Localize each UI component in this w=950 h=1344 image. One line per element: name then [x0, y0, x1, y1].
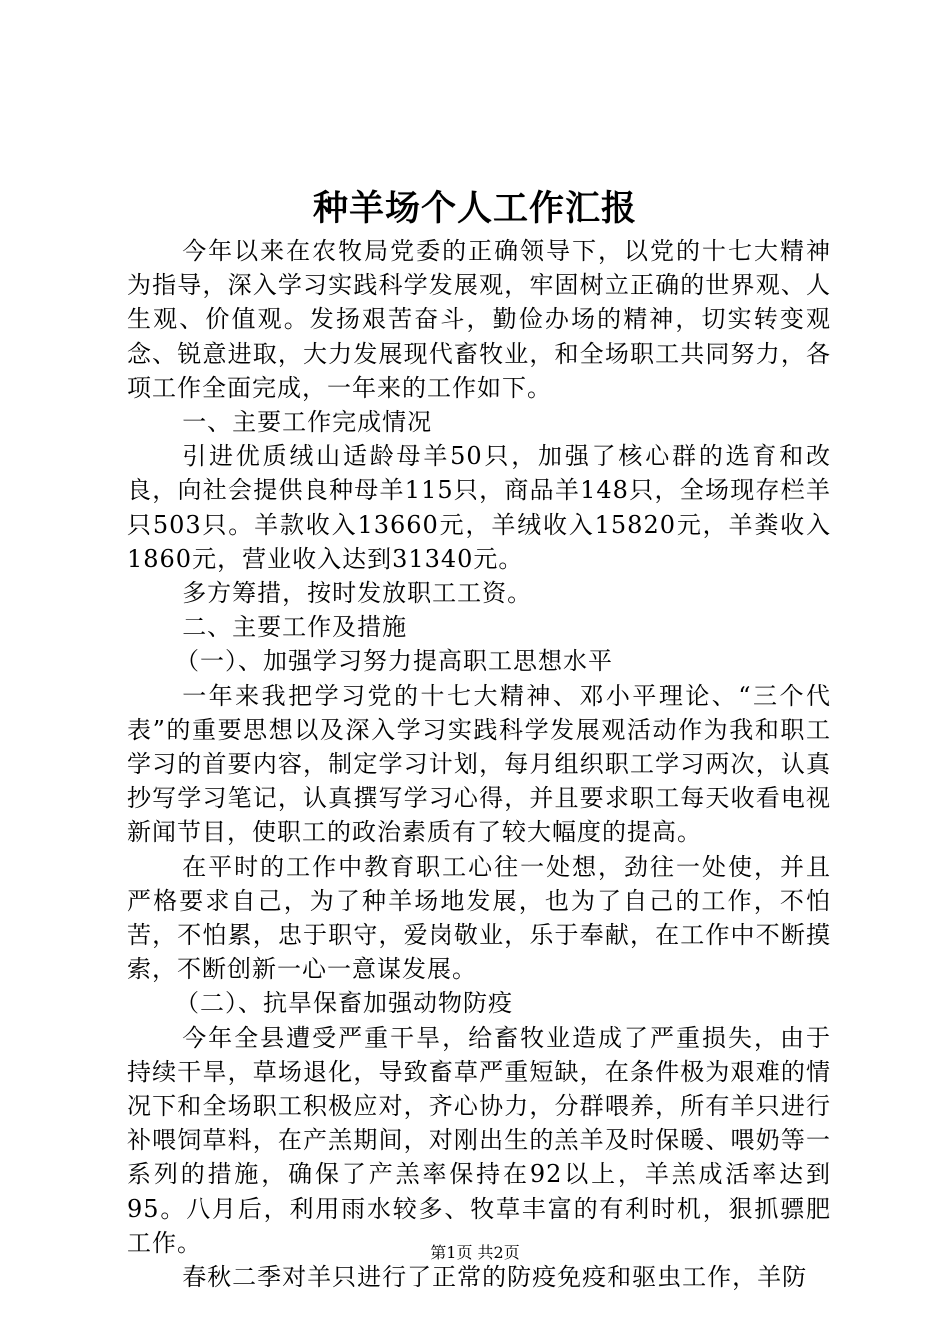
page-footer: 第1页 共2页 [430, 1243, 520, 1262]
document-title: 种羊场个人工作汇报 [312, 188, 637, 229]
paragraph-intro: 今年以来在农牧局党委的正确领导下，以党的十七大精神为指导，深入学习实践科学发展观，牢固树立正确的世界观、人生观、价值观。发扬艰苦奋斗，勤俭办场的精神，切实转变观念、锐意进取，大力发展现代畜牧业，和全场职工共同努力，各项工作全面完成，一年来的工作如下。 [127, 237, 831, 402]
subsection-heading-1: （一）、加强学习努力提高职工思想水平 [175, 647, 613, 676]
section-heading-1: 一、主要工作完成情况 [182, 408, 433, 437]
paragraph-drought: 今年全县遭受严重干旱，给畜牧业造成了严重损失，由于持续干旱，草场退化，导致畜草严重短缺，在条件极为艰难的情况下和全场职工积极应对，齐心协力，分群喂养，所有羊只进行补喂饲草料，在产羔期间，对刚出生的羔羊及时保暖、喂奶等一系列的措施，确保了产羔率保持在92以上，羊羔成活率达到95。八月后，利用雨水较多、牧草丰富的有利时机，狠抓骠肥工作。 [127, 1023, 831, 1257]
paragraph-study: 一年来我把学习党的十七大精神、邓小平理论、“三个代表”的重要思想以及深入学习实践科学发展观活动作为我和职工学习的首要内容，制定学习计划，每月组织职工学习两次，认真抄写学习笔记，认真撰写学习心得，并且要求职工每天收看电视新闻节目，使职工的政治素质有了较大幅度的提高。 [127, 681, 831, 847]
paragraph-wages: 多方筹措，按时发放职工工资。 [182, 579, 533, 608]
document-body [127, 234, 831, 1294]
paragraph-epidemic: 春秋二季对羊只进行了正常的防疫免疫和驱虫工作，羊防 [182, 1263, 808, 1292]
subsection-heading-2: （二）、抗旱保畜加强动物防疫 [175, 989, 513, 1018]
section-heading-2: 二、主要工作及措施 [182, 613, 408, 642]
paragraph-results: 引进优质绒山适龄母羊50只，加强了核心群的选育和改良，向社会提供良种母羊115只，商品羊148只，全场现存栏羊只503只。羊款收入13660元，羊绒收入15820元，羊粪收入1860元，营业收入达到31340元。 [127, 442, 831, 573]
paragraph-attitude: 在平时的工作中教育职工心往一处想，劲往一处使，并且严格要求自己，为了种羊场地发展，也为了自己的工作，不怕苦，不怕累，忠于职守，爱岗敬业，乐于奉献，在工作中不断摸索，不断创新一心一意谋发展。 [127, 852, 831, 984]
